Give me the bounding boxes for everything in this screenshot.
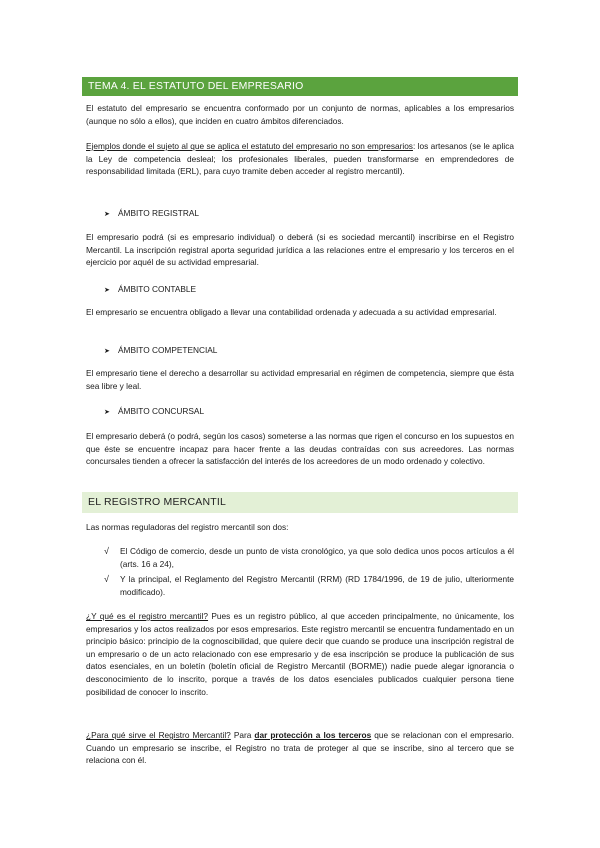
heading-contable-label: ÁMBITO CONTABLE [118,284,197,294]
contable-paragraph: El empresario se encuentra obligado a llevar una contabilidad ordenada y adecuada a su actividad empresarial. [86,307,497,317]
que-es-question: ¿Y qué es el registro mercantil? [86,611,209,621]
heading-concursal [104,405,204,419]
para-que-mid: Para [230,730,255,740]
list-item [104,545,514,570]
para-que-paragraph [86,729,514,767]
heading-competencial-label: ÁMBITO COMPETENCIAL [118,345,218,355]
arrow-bullet-icon: ➤ [104,287,110,294]
competencial-paragraph: El empresario tiene el derecho a desarrollar su actividad empresarial en régimen de competencia, siempre que ésta sea libre y leal. [86,368,514,391]
list-item-text: Y la principal, el Reglamento del Registro Mercantil (RRM) (RD 1784/1996, de 19 de julio, ulteriormente modificado). [120,574,514,597]
para-que-question: ¿Para qué sirve el Registro Mercantil? [86,730,231,740]
list-item [104,573,514,598]
para-que-emphasis: dar protección a los terceros [254,730,372,740]
list-item-text: El Código de comercio, desde un punto de vista cronológico, ya que solo dedica unos pocos artículos a él (arts. 16 a 24), [120,546,514,569]
que-es-body: Pues es un registro público, al que acceden principalmente, no únicamente, los empresarios y los actos realizados por esos empresarios. Este registro mercantil se encuentra fundamentado en un principio básico: principio de la cognoscibilidad, que quiere decir que cuando se produce una inscripción registral de un empresario o de un acto relacionado con ese empresario y de esa inscripción se produce la publicación de sus datos esenciales, en un boletín (boletín oficial de Registro Mercantil (BORME)) nadie puede alegar ignorancia o desconocimiento de lo inscrito, porque a través de los datos esenciales publicados cualquier persona tiene posibilidad de conocer lo inscrito. [86,611,514,697]
heading-registral [104,207,199,221]
que-es-paragraph [86,610,514,698]
examples-body-text: : los artesanos (se le aplica la Ley de competencia desleal; los profesionales liberales, pueden transformarse en emprendedores de responsabilidad limitada (ERL), para cuyo tramite deben acceder al registro mercantil). [86,141,514,177]
arrow-bullet-icon: ➤ [104,409,110,416]
heading-competencial [104,344,217,358]
heading-contable [104,283,196,297]
checkmark-icon: √ [104,574,109,584]
examples-paragraph [86,140,514,178]
arrow-bullet-icon: ➤ [104,348,110,355]
checkmark-icon: √ [104,546,109,556]
registro-mercantil-banner: EL REGISTRO MERCANTIL [82,492,518,513]
examples-underlined-text: Ejemplos donde el sujeto al que se aplica el estatuto del empresario no son empresarios [86,141,413,151]
heading-registral-label: ÁMBITO REGISTRAL [118,208,199,218]
para-que-body: que se relacionan con el empresario. Cuando un empresario se inscribe, el Registro no trata de proteger al que se inscribe, sino al tercero que se relaciona con él. [86,730,514,766]
arrow-bullet-icon: ➤ [104,211,110,218]
concursal-paragraph: El empresario deberá (o podrá, según los casos) someterse a las normas que rigen el concurso en los supuestos en que éste se encuentre incapaz para hacer frente a las deudas contraídas con sus acreedores. Las normas concursales tienden a ofrecer la satisfacción del interés de los acreedores de un modo ordenado y colectivo. [86,431,514,467]
intro-paragraph: El estatuto del empresario se encuentra conformado por un conjunto de normas, aplicables a los empresarios (aunque no sólo a ellos), que inciden en cuatro ámbitos diferenciados. [86,103,514,126]
normas-paragraph: Las normas reguladoras del registro mercantil son dos: [86,522,289,532]
heading-concursal-label: ÁMBITO CONCURSAL [118,406,205,416]
registral-paragraph: El empresario podrá (si es empresario individual) o deberá (si es sociedad mercantil) inscribirse en el Registro Mercantil. La inscripción registral aporta seguridad jurídica a las relaciones entre el empresario y los terceros en el ejercicio por aquél de su actividad empresarial. [86,232,514,268]
topic-title-banner: TEMA 4. EL ESTATUTO DEL EMPRESARIO [82,77,518,96]
